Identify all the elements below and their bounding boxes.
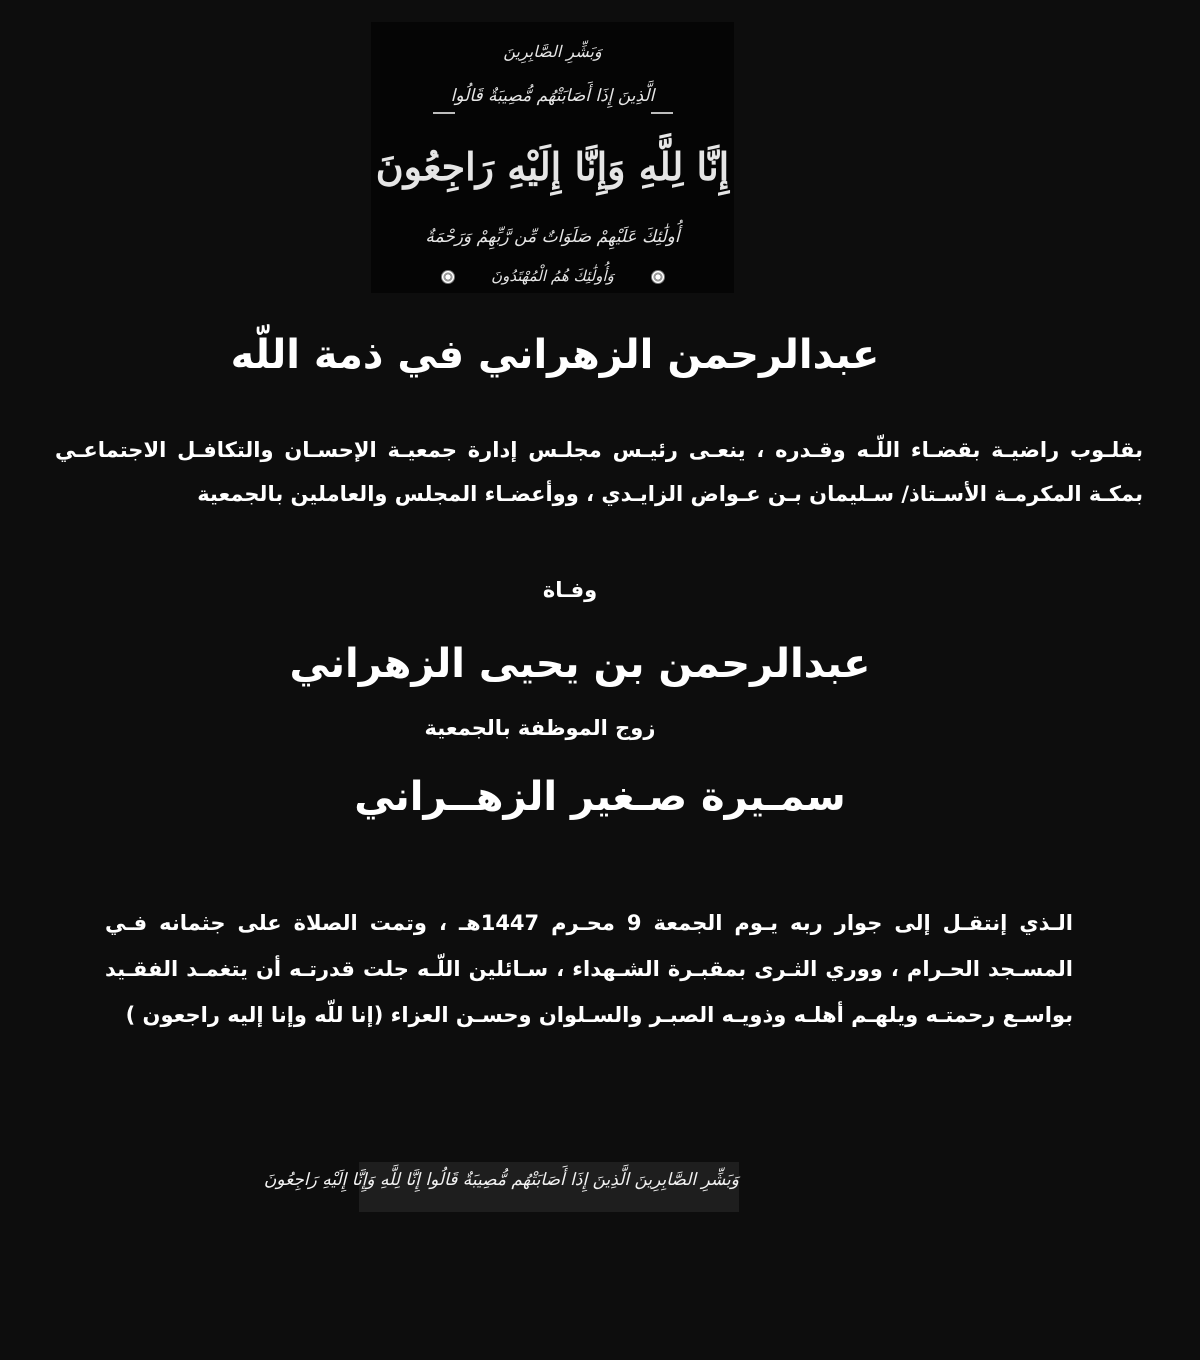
bottom-calligraphy-strip [263, 1162, 739, 1212]
rosette-ornament-icon [441, 270, 455, 284]
calligraphy-verse-2: الَّذِينَ إِذَا أَصَابَتْهُم مُّصِيبَةٌ قَالُوا [450, 86, 655, 106]
spouse-label: زوج الموظفة بالجمعية [424, 716, 656, 740]
page-title: عبدالرحمن الزهراني في ذمة اللّه [230, 332, 880, 378]
calligraphy-verse-4: أُولَٰئِكَ عَلَيْهِمْ صَلَوَاتٌ مِّن رَّبِّهِمْ وَرَحْمَةٌ [425, 227, 680, 247]
flourish-ornament-left [433, 112, 455, 114]
calligraphy-verse-main: إِنَّا لِلَّهِ وَإِنَّا إِلَيْهِ رَاجِعُونَ [375, 144, 730, 189]
details-paragraph: الـذي إنتقـل إلى جوار ربه يـوم الجمعة 9 محـرم 1447هـ ، وتمت الصلاة على جثمانه فـي المسـجد الحـرام ، ووري الثـرى بمقبـرة الشـهداء ، سـائلين اللّـه جلت قدرتـه أن يتغمـد الفقـيد بواسـع رحمتـه ويلهـم أهلـه وذويـه الصبـر والسـلوان وحسـن العزاء (إنا للّه وإنا إليه راجعون ) [105, 911, 1073, 1027]
calligraphy-verse-1: وَبَشِّرِ الصَّابِرِينَ [503, 42, 602, 61]
employee-name: سمـيرة صـغير الزهــراني [354, 774, 846, 820]
top-calligraphy-panel [371, 22, 734, 293]
rosette-ornament-icon [651, 270, 665, 284]
bottom-calligraphy-text: وَبَشِّرِ الصَّابِرِينَ الَّذِينَ إِذَا أَصَابَتْهُم مُّصِيبَةٌ قَالُوا إِنَّا لِلَّهِ وَإِنَّا إِلَيْهِ رَاجِعُونَ [263, 1170, 739, 1190]
announcement-paragraph: بقلـوب راضيـة بقضـاء اللّـه وقـدره ، ينعـى رئيـس مجلـس إدارة جمعيـة الإحسـان والتكافـل الاجتماعـي بمكـة المكرمـة الأسـتاذ/ سـليمان بـن عـواض الزايـدي ، ووأعضـاء المجلس والعاملين بالجمعية [55, 438, 1143, 506]
deceased-name: عبدالرحمن بن يحيى الزهراني [289, 641, 871, 687]
wafat-label: وفـاة [542, 578, 598, 602]
flourish-ornament-right [651, 112, 673, 114]
calligraphy-verse-5: وَأُولَٰئِكَ هُمُ الْمُهْتَدُونَ [491, 267, 614, 285]
